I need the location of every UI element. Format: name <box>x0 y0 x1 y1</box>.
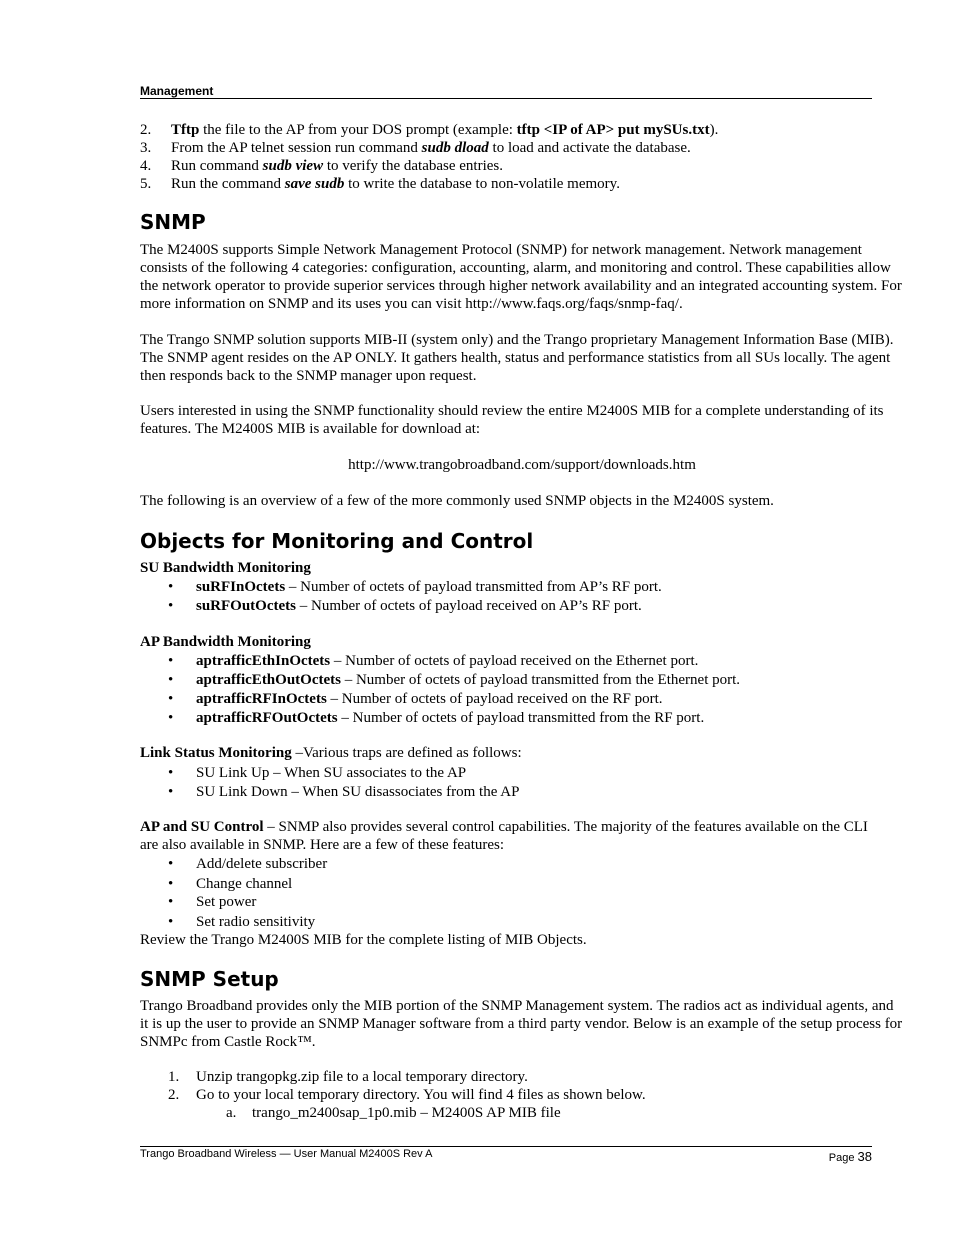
list-item <box>168 671 740 689</box>
list-item-text: SU Link Up – When SU associates to the AP <box>196 765 467 781</box>
list-item <box>168 764 466 782</box>
setup-step-number: 2. <box>168 1087 180 1103</box>
list-item <box>168 855 327 873</box>
list-item-text: Set radio sensitivity <box>196 914 316 930</box>
step-emphasis: tftp <IP of AP> put mySUs.txt <box>516 122 710 138</box>
setup-step <box>168 1068 528 1086</box>
list-item-text: Set power <box>196 894 257 910</box>
object-name: aptrafficEthOutOctets <box>196 672 341 688</box>
list-item <box>168 652 698 670</box>
download-url: http://www.trangobroadband.com/support/downloads.htm <box>348 457 696 473</box>
step-item <box>140 175 620 193</box>
object-description: – Number of octets of payload received on AP’s RF port. <box>296 598 642 614</box>
list-item-text: SU Link Down – When SU disassociates from the AP <box>196 784 520 800</box>
setup-step-number: 1. <box>168 1069 180 1085</box>
page-number-value: 38 <box>857 1149 872 1164</box>
step-text: to verify the database entries. <box>323 158 504 174</box>
snmp-paragraph-2: The Trango SNMP solution supports MIB-II (system only) and the Trango proprietary Management Information Base (MIB). The SNMP agent resides on the AP ONLY. It gathers health, status and performance statistics from all SUs locally. The agent then responds back to the SNMP manager upon request. <box>140 332 894 384</box>
page-label: Page <box>828 1152 855 1164</box>
step-command: save sudb <box>284 176 345 192</box>
bullet-icon: • <box>168 579 174 595</box>
heading-snmp-setup: SNMP Setup <box>140 967 279 991</box>
step-text: ). <box>709 122 719 138</box>
step-number: 5. <box>140 176 152 192</box>
step-command: sudb dload <box>421 140 489 156</box>
list-item <box>168 893 256 911</box>
running-header: Management <box>140 84 872 99</box>
step-command: sudb view <box>262 158 324 174</box>
bullet-icon: • <box>168 653 174 669</box>
setup-sub-item <box>226 1104 561 1122</box>
ap-bandwidth-label: AP Bandwidth Monitoring <box>140 634 311 650</box>
step-text: Run the command <box>171 176 285 192</box>
list-item-text: Change channel <box>196 876 293 892</box>
sub-item-text: trango_m2400sap_1p0.mib – M2400S AP MIB file <box>252 1105 561 1121</box>
step-item <box>140 121 718 139</box>
step-text: to load and activate the database. <box>488 140 691 156</box>
list-item <box>168 690 663 708</box>
step-item <box>140 139 691 157</box>
list-item <box>168 597 642 615</box>
sub-item-letter: a. <box>226 1105 237 1121</box>
snmp-paragraph-1: The M2400S supports Simple Network Management Protocol (SNMP) for network management. Network management consists of the following 4 categories: configuration, accounting, alarm, and monitoring and control. These capabilities allow the network operator to provide superior services through higher network availability and an integrated accounting system. For more information on SNMP and its uses you can visit http://www.faqs.org/faqs/snmp-faq/. <box>140 242 902 312</box>
object-description: – Number of octets of payload received on the RF port. <box>326 691 663 707</box>
list-item <box>168 578 662 596</box>
step-number: 3. <box>140 140 152 156</box>
review-mib-text: Review the Trango M2400S MIB for the complete listing of MIB Objects. <box>140 932 587 948</box>
bullet-icon: • <box>168 876 174 892</box>
object-description: – Number of octets of payload transmitted from the Ethernet port. <box>340 672 741 688</box>
object-name: aptrafficRFOutOctets <box>196 710 338 726</box>
list-item <box>168 913 315 931</box>
footer-title: Trango Broadband Wireless — User Manual M2400S Rev A <box>140 1148 433 1160</box>
link-status-desc: –Various traps are defined as follows: <box>291 745 522 761</box>
bullet-icon: • <box>168 894 174 910</box>
control-desc: – SNMP also provides several control capabilities. The majority of the features available on the CLI <box>263 819 868 835</box>
snmp-paragraph-3: Users interested in using the SNMP functionality should review the entire M2400S MIB for a complete understanding of its features. The M2400S MIB is available for download at: <box>140 403 884 437</box>
object-description: – Number of octets of payload received on the Ethernet port. <box>330 653 699 669</box>
list-item <box>168 875 292 893</box>
object-name: suRFOutOctets <box>196 598 296 614</box>
list-item <box>168 709 704 727</box>
control-label: AP and SU Control <box>140 819 264 835</box>
step-emphasis: Tftp <box>171 122 200 138</box>
heading-snmp: SNMP <box>140 210 206 234</box>
step-text: Run command <box>171 158 263 174</box>
step-number: 4. <box>140 158 152 174</box>
setup-step <box>168 1086 646 1104</box>
object-description: – Number of octets of payload transmitted from the RF port. <box>337 710 705 726</box>
object-name: suRFInOctets <box>196 579 286 595</box>
snmp-paragraph-4: The following is an overview of a few of the more commonly used SNMP objects in the M2400S system. <box>140 493 774 509</box>
link-status-para <box>140 744 522 762</box>
setup-step-text: Go to your local temporary directory. You will find 4 files as shown below. <box>196 1087 646 1103</box>
control-para-line-1 <box>140 818 868 836</box>
setup-step-text: Unzip trangopkg.zip file to a local temporary directory. <box>196 1069 528 1085</box>
bullet-icon: • <box>168 784 174 800</box>
control-para-line-2: are also available in SNMP. Here are a few of these features: <box>140 837 505 853</box>
bullet-icon: • <box>168 710 174 726</box>
object-description: – Number of octets of payload transmitted from AP’s RF port. <box>285 579 662 595</box>
footer-rule <box>140 1146 872 1147</box>
step-text: From the AP telnet session run command <box>171 140 422 156</box>
bullet-icon: • <box>168 914 174 930</box>
bullet-icon: • <box>168 691 174 707</box>
step-text: the file to the AP from your DOS prompt (example: <box>199 122 517 138</box>
heading-objects: Objects for Monitoring and Control <box>140 529 534 553</box>
page-number <box>829 1150 872 1165</box>
bullet-icon: • <box>168 856 174 872</box>
bullet-icon: • <box>168 672 174 688</box>
list-item-text: Add/delete subscriber <box>196 856 328 872</box>
setup-paragraph: Trango Broadband provides only the MIB portion of the SNMP Management system. The radios act as individual agents, and it is up the user to provide an SNMP Manager software from a third party vendor. Below is an example of the setup process for SNMPc from Castle Rock™. <box>140 998 903 1050</box>
su-bandwidth-label: SU Bandwidth Monitoring <box>140 560 311 576</box>
object-name: aptrafficRFInOctets <box>196 691 327 707</box>
object-name: aptrafficEthInOctets <box>196 653 331 669</box>
bullet-icon: • <box>168 765 174 781</box>
step-item <box>140 157 503 175</box>
bullet-icon: • <box>168 598 174 614</box>
step-number: 2. <box>140 122 152 138</box>
link-status-label: Link Status Monitoring <box>140 745 292 761</box>
step-text: to write the database to non-volatile memory. <box>344 176 620 192</box>
list-item <box>168 783 519 801</box>
